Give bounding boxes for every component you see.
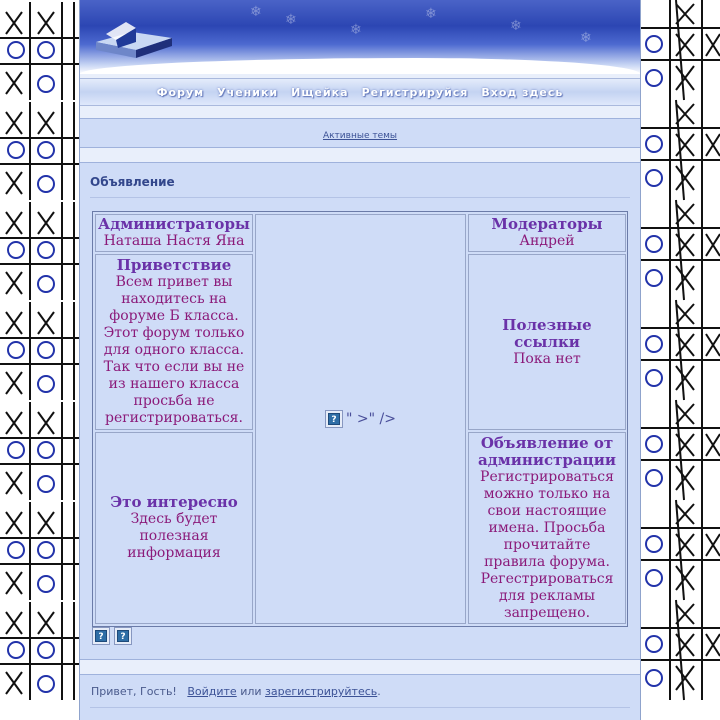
- right-background-pattern: [640, 0, 720, 720]
- admins-text: Наташа Настя Яна: [103, 233, 245, 249]
- left-background-pattern: [0, 0, 80, 720]
- center-text: " >" />: [346, 411, 396, 427]
- admins-heading: Администраторы: [98, 215, 250, 233]
- interesting-heading: Это интересно: [110, 493, 238, 511]
- active-topics-bar: [80, 118, 640, 148]
- announcement-table: [92, 211, 628, 627]
- snowflake-icon: ❄: [250, 4, 262, 20]
- moderators-cell: [468, 214, 626, 252]
- moderators-text: Андрей: [519, 233, 575, 249]
- divider: [90, 707, 630, 708]
- period-text: .: [377, 685, 381, 698]
- snowflake-icon: ❄: [510, 18, 522, 34]
- announcement-panel: [80, 162, 640, 660]
- register-link[interactable]: зарегистрируйтесь: [265, 685, 378, 698]
- snowflake-icon: ❄: [425, 6, 437, 22]
- broken-image-icon[interactable]: ?: [114, 627, 132, 645]
- useful-links-heading: Полезные ссылки: [502, 315, 592, 351]
- guest-bar: [80, 674, 640, 720]
- nav-item-search[interactable]: Ищейка: [291, 85, 349, 99]
- nav-item-forum[interactable]: Форум: [156, 85, 205, 99]
- useful-links-text: Пока нет: [513, 350, 581, 367]
- forum-logo[interactable]: [92, 12, 176, 60]
- or-text: или: [240, 685, 262, 698]
- admins-cell: [95, 214, 253, 252]
- interesting-text: Здесь будет полезная информация: [127, 511, 221, 561]
- snowflake-icon: ❄: [350, 22, 362, 38]
- greeting-heading: Приветствие: [116, 256, 232, 274]
- interesting-cell: [95, 432, 253, 624]
- guest-greeting: Привет, Гость!: [91, 685, 177, 698]
- greeting-text: Всем привет вы находитесь на форуме Б класса. Этот форум только для одного класса. Так что если вы не из нашего класса просьба не регистрироваться.: [103, 274, 245, 426]
- nav-item-login[interactable]: Вход здесь: [481, 85, 564, 99]
- active-topics-link[interactable]: Активные темы: [322, 131, 398, 141]
- divider: [90, 197, 630, 198]
- announcement-title: Объявление: [90, 175, 175, 189]
- snow-drift: [80, 58, 640, 74]
- announcement-buttons: [92, 627, 132, 645]
- login-link[interactable]: Войдите: [187, 685, 237, 698]
- header-banner: [80, 0, 640, 74]
- useful-links-cell: [468, 254, 626, 430]
- broken-image-icon: ?: [325, 410, 343, 428]
- broken-image-icon[interactable]: ?: [92, 627, 110, 645]
- forum-container: [79, 0, 641, 720]
- main-navigation: [80, 78, 640, 106]
- nav-item-register[interactable]: Регистрируйся: [361, 85, 469, 99]
- admin-notice-text: Регистрироваться можно только на свои настоящие имена. Просьба прочитайте правила форума. Регестрироваться для рекламы запрещено.: [480, 468, 614, 621]
- snowflake-icon: ❄: [580, 30, 592, 46]
- greeting-cell: [95, 254, 253, 430]
- admin-notice-heading: Объявление от администрации: [478, 433, 616, 469]
- center-cell: [255, 214, 466, 624]
- guest-message: [91, 685, 381, 698]
- moderators-heading: Модераторы: [491, 215, 603, 233]
- snowflake-icon: ❄: [285, 12, 297, 28]
- nav-item-students[interactable]: Ученики: [217, 85, 279, 99]
- admin-notice-cell: [468, 432, 626, 624]
